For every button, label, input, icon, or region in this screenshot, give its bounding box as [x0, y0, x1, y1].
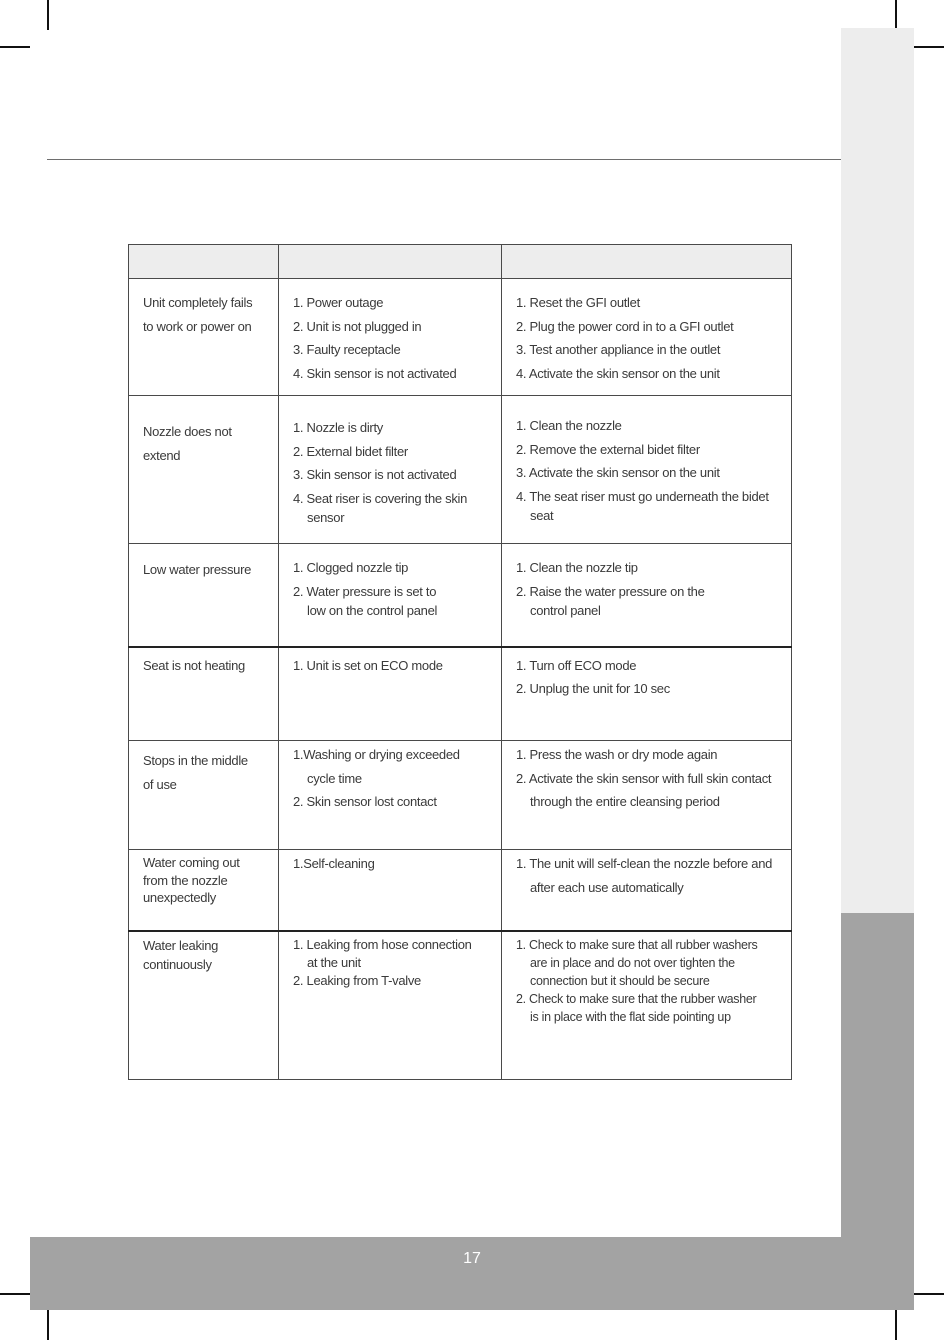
header-problem [129, 245, 279, 279]
crop-mark [47, 1310, 49, 1340]
cause-item-continued: low on the control panel [307, 603, 438, 618]
table-row [129, 931, 792, 1080]
cause-cell [279, 396, 502, 544]
header-solution [502, 245, 792, 279]
table-row [129, 279, 792, 396]
solution-cell [502, 741, 792, 850]
solution-item: 1. Clean the nozzle [516, 418, 622, 433]
cause-item: 1.Washing or drying exceeded [293, 747, 460, 762]
cause-item: 1. Nozzle is dirty [293, 420, 383, 435]
solution-item: 3. Test another appliance in the outlet [516, 342, 721, 357]
solution-item-continued: seat [530, 508, 554, 523]
solution-item: 2. Plug the power cord in to a GFI outlet [516, 318, 734, 334]
solution-item: 4. The seat riser must go underneath the bidet [516, 488, 769, 504]
crop-mark [914, 46, 944, 48]
cause-item: 4. Skin sensor is not activated [293, 365, 457, 381]
solution-item: 2. Remove the external bidet filter [516, 441, 700, 457]
problem-text: from the nozzle [143, 872, 228, 888]
problem-cell [129, 850, 279, 931]
table-row [129, 544, 792, 647]
solution-cell [502, 850, 792, 931]
cause-cell [279, 741, 502, 850]
solution-item-continued: are in place and do not over tighten the [530, 955, 735, 970]
solution-item: 2. Raise the water pressure on the [516, 583, 705, 599]
solution-item-continued: is in place with the flat side pointing up [530, 1010, 731, 1024]
problem-text: Nozzle does not [143, 424, 232, 439]
cause-item: 1. Leaking from hose connection [293, 936, 472, 952]
header-cause [279, 245, 502, 279]
cause-item: 1. Power outage [293, 295, 384, 310]
cause-item-continued: cycle time [307, 770, 362, 786]
problem-text: continuously [143, 957, 212, 972]
cause-item-continued: at the unit [307, 954, 361, 970]
solution-cell [502, 396, 792, 544]
problem-text: Seat is not heating [143, 657, 245, 673]
footer-band [30, 1237, 914, 1310]
problem-text: unexpectedly [143, 890, 217, 906]
problem-cell [129, 279, 279, 396]
cause-item: 1. Clogged nozzle tip [293, 560, 409, 575]
solution-cell [502, 544, 792, 647]
problem-cell [129, 931, 279, 1080]
solution-item: 1. Check to make sure that all rubber washers [516, 937, 758, 952]
cause-item: 4. Seat riser is covering the skin [293, 490, 468, 506]
side-band-light [841, 28, 914, 913]
cause-item: 2. External bidet filter [293, 443, 408, 459]
crop-mark [914, 1293, 944, 1295]
problem-text: Low water pressure [143, 562, 252, 577]
solution-item: 1. Reset the GFI outlet [516, 295, 640, 310]
solution-item: 4. Activate the skin sensor on the unit [516, 365, 720, 381]
problem-text: Water leaking [143, 937, 219, 953]
solution-item: 1. The unit will self-clean the nozzle before and [516, 856, 773, 871]
problem-text: of use [143, 776, 177, 792]
cause-item: 2. Water pressure is set to [293, 583, 437, 599]
crop-mark [895, 1310, 897, 1340]
solution-item-continued: through the entire cleansing period [530, 794, 720, 809]
crop-mark [0, 46, 30, 48]
problem-cell [129, 544, 279, 647]
table-row [129, 850, 792, 931]
solution-item: 2. Activate the skin sensor with full skin contact [516, 770, 772, 786]
solution-item-continued: after each use automatically [530, 879, 684, 895]
solution-cell [502, 931, 792, 1080]
problem-text: extend [143, 447, 181, 463]
cause-item-continued: sensor [307, 510, 345, 525]
table-header-row [129, 245, 792, 279]
cause-cell [279, 279, 502, 396]
solution-item: 1. Press the wash or dry mode again [516, 747, 718, 762]
solution-item-continued: control panel [530, 603, 601, 618]
cause-cell [279, 931, 502, 1080]
solution-item: 1. Clean the nozzle tip [516, 560, 638, 575]
table-row [129, 647, 792, 741]
cause-cell [279, 850, 502, 931]
problem-text: Unit completely fails [143, 295, 253, 310]
solution-item: 3. Activate the skin sensor on the unit [516, 465, 720, 480]
page-number: 17 [463, 1250, 481, 1267]
cause-item: 1. Unit is set on ECO mode [293, 657, 443, 673]
table-row [129, 396, 792, 544]
problem-cell [129, 396, 279, 544]
solution-item: 1. Turn off ECO mode [516, 657, 637, 673]
crop-mark [0, 1293, 30, 1295]
troubleshooting-table [128, 244, 792, 1080]
cause-item: 2. Unit is not plugged in [293, 318, 422, 334]
solution-item-continued: connection but it should be secure [530, 973, 710, 988]
crop-mark [895, 0, 897, 30]
crop-mark [47, 0, 49, 30]
cause-item: 2. Leaking from T-valve [293, 972, 421, 988]
solution-item: 2. Check to make sure that the rubber washer [516, 991, 757, 1006]
problem-text: Water coming out [143, 855, 240, 870]
problem-text: to work or power on [143, 318, 252, 334]
side-band-dark [841, 913, 914, 1237]
solution-cell [502, 279, 792, 396]
solution-item: 2. Unplug the unit for 10 sec [516, 681, 670, 696]
cause-item: 1.Self-cleaning [293, 856, 375, 871]
cause-item: 3. Skin sensor is not activated [293, 467, 457, 482]
table-row [129, 741, 792, 850]
cause-cell [279, 647, 502, 741]
solution-cell [502, 647, 792, 741]
cause-item: 3. Faulty receptacle [293, 342, 401, 357]
cause-cell [279, 544, 502, 647]
header-rule [47, 159, 841, 160]
cause-item: 2. Skin sensor lost contact [293, 794, 437, 809]
problem-cell [129, 647, 279, 741]
problem-cell [129, 741, 279, 850]
problem-text: Stops in the middle [143, 753, 248, 768]
